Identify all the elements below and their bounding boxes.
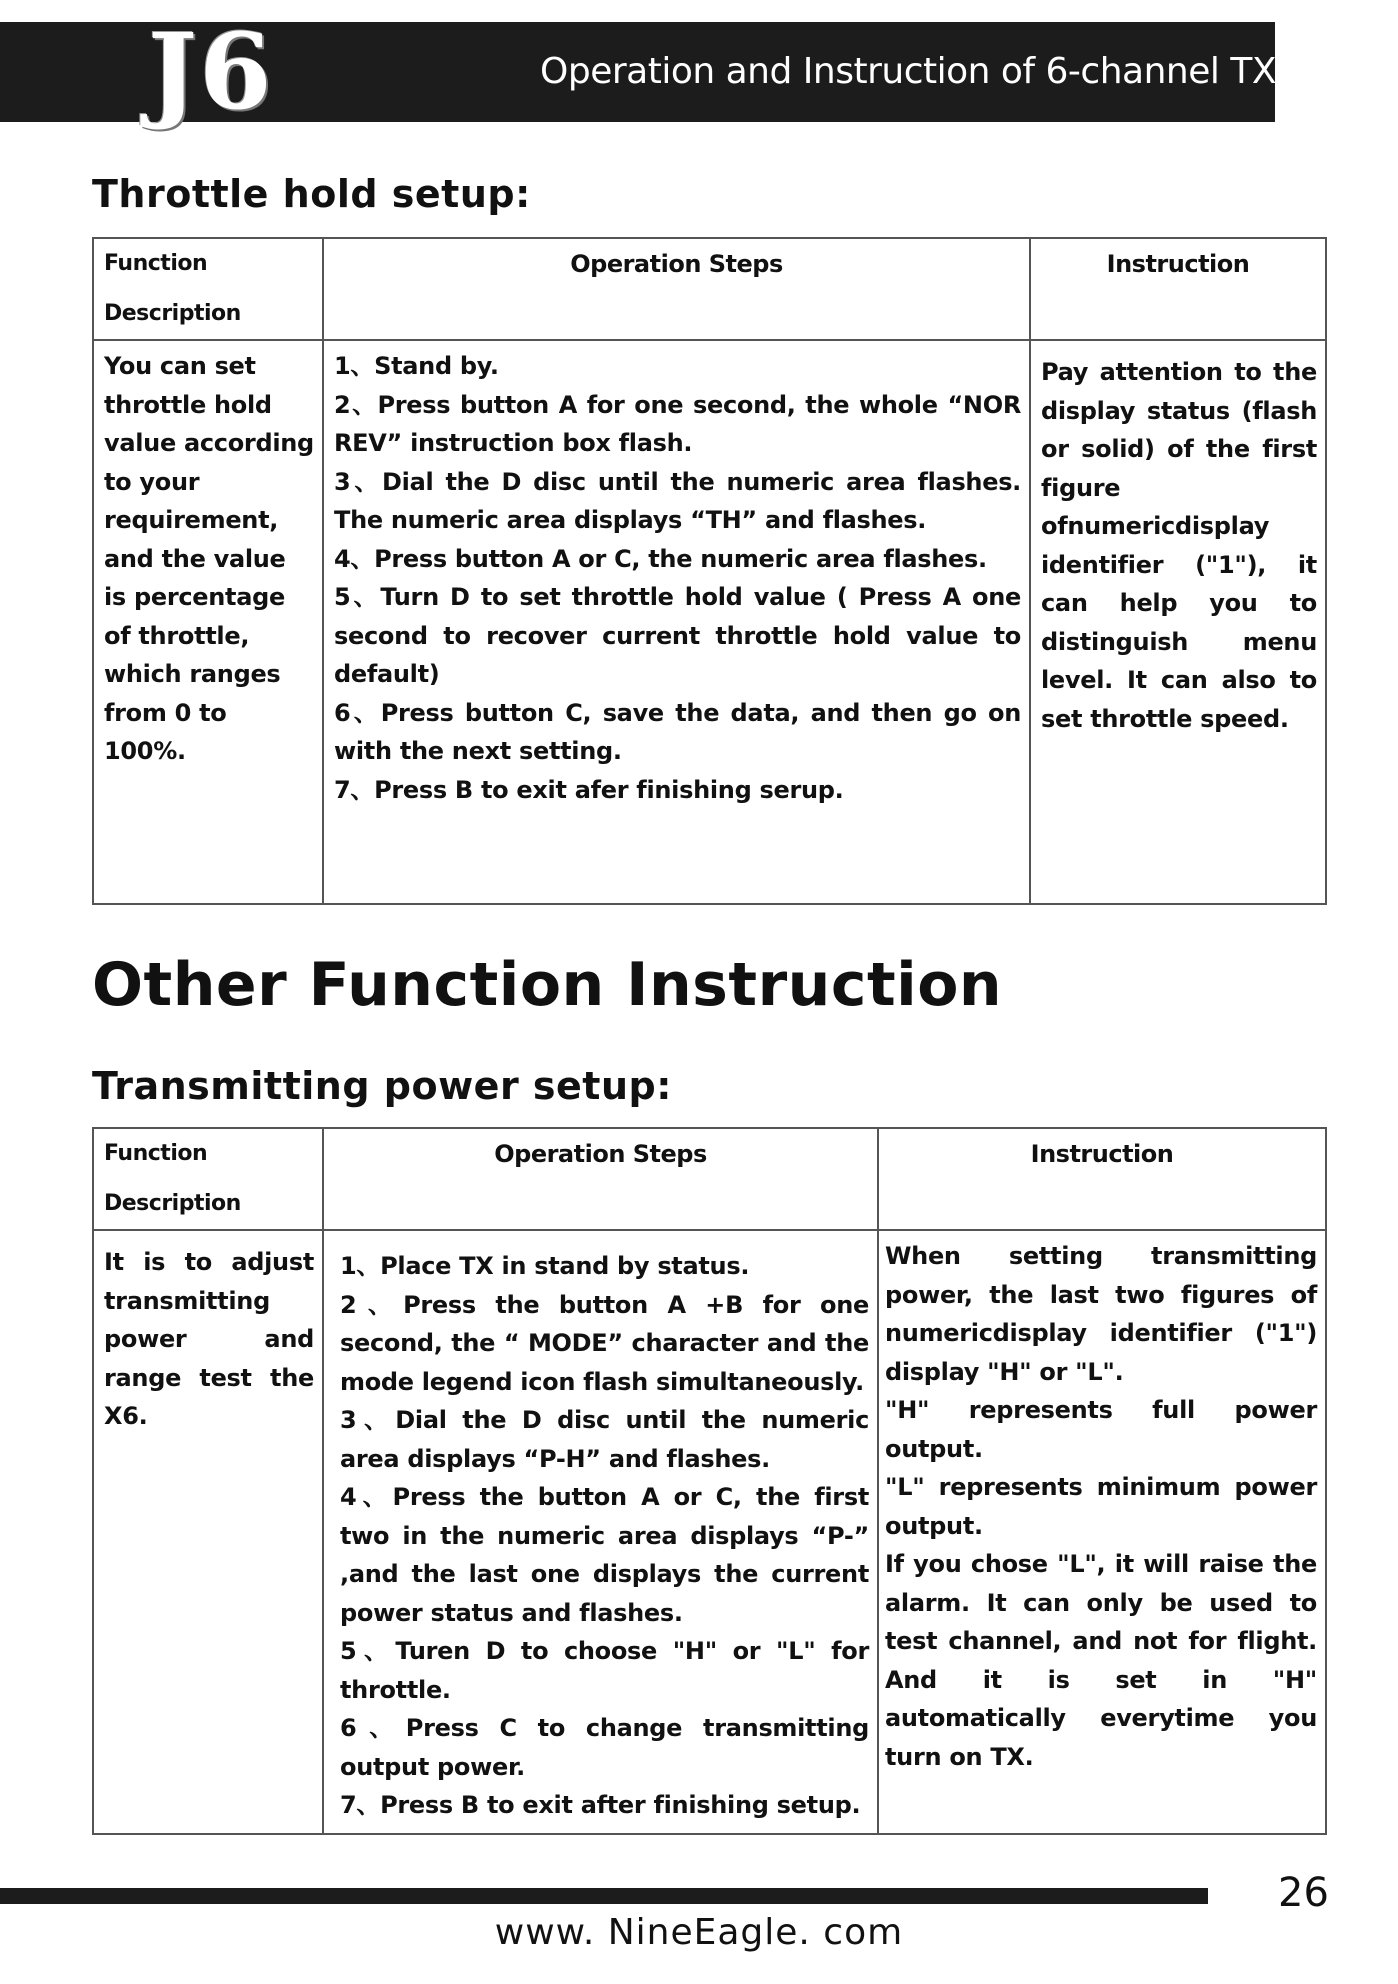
column-header-operation-steps: Operation Steps: [323, 238, 1030, 340]
instruction-line: "H" represents full power output.: [885, 1396, 1317, 1463]
brand-logo: J6: [148, 10, 274, 133]
column-header-function-description: Function Description: [93, 1128, 323, 1230]
step-item: 6、Press button C, save the data, and then go on with the next setting.: [334, 698, 1021, 765]
operation-steps-cell: [323, 340, 1030, 904]
instruction-cell: [878, 1230, 1326, 1834]
column-header-function-description: Function Description: [93, 238, 323, 340]
instruction-text: Pay attention to the display status (flash or solid) of the first figure ofnumericdisplay identifier ("1"), it can help you to distinguish menu level. It can also to set throttle speed.: [1041, 358, 1317, 733]
transmitting-power-table: [92, 1127, 1327, 1835]
step-item: 2、Press the button A +B for one second, the “ MODE” character and the mode legend icon flash simultaneously.: [340, 1290, 869, 1396]
step-item: 7、Press B to exit after finishing setup.: [340, 1791, 861, 1819]
step-item: 3、Dial the D disc until the numeric area displays “P-H” and flashes.: [340, 1406, 869, 1473]
table-header-row: [93, 1128, 1326, 1230]
function-description-text: You can set throttle hold value according to your requirement, and the value is percentage of throttle, which ranges from 0 to 100%.: [104, 352, 314, 765]
page-number: 26: [1278, 1870, 1329, 1916]
step-item: 2、Press button A for one second, the whole “NOR REV” instruction box flash.: [334, 390, 1021, 457]
column-header-operation-steps: Operation Steps: [323, 1128, 878, 1230]
function-description-text: It is to adjust transmitting power and range test the X6.: [104, 1248, 314, 1430]
column-header-instruction: Instruction: [878, 1128, 1326, 1230]
footer-url: www. NineEagle. com: [494, 1912, 904, 1953]
header-title: Operation and Instruction of 6-channel TX: [540, 51, 1276, 92]
column-header-instruction: Instruction: [1030, 238, 1326, 340]
step-item: 5、Turen D to choose "H" or "L" for throttle.: [340, 1637, 869, 1704]
transmitting-power-title: Transmitting power setup:: [92, 1064, 672, 1108]
function-description-cell: [93, 340, 323, 904]
step-item: 4、Press button A or C, the numeric area flashes.: [334, 544, 987, 573]
instruction-line: If you chose "L", it will raise the alarm. It can only be used to test channel, and not for flight. And it is set in "H" automatically everytime you turn on TX.: [885, 1550, 1317, 1771]
table-row: [93, 340, 1326, 904]
function-description-cell: [93, 1230, 323, 1834]
step-item: 1、Place TX in stand by status.: [340, 1252, 750, 1280]
table-row: [93, 1230, 1326, 1834]
instruction-line: When setting transmitting power, the last two figures of numericdisplay identifier ("1") display "H" or "L".: [885, 1242, 1317, 1386]
throttle-hold-table: [92, 237, 1327, 905]
instruction-cell: [1030, 340, 1326, 904]
step-item: 7、Press B to exit afer finishing serup.: [334, 775, 844, 804]
step-item: 3、Dial the D disc until the numeric area flashes. The numeric area displays “TH” and flashes.: [334, 467, 1021, 534]
step-item: 5、Turn D to set throttle hold value ( Press A one second to recover current throttle hold value to default): [334, 583, 1021, 688]
operation-steps-cell: [323, 1230, 878, 1834]
step-item: 4、Press the button A or C, the first two in the numeric area displays “P-” ,and the last one displays the current power status and flashes.: [340, 1483, 869, 1627]
other-function-title: Other Function Instruction: [92, 950, 1003, 1020]
step-item: 6、Press C to change transmitting output power.: [340, 1714, 869, 1781]
instruction-line: "L" represents minimum power output.: [885, 1473, 1317, 1540]
footer-bar: [0, 1888, 1208, 1904]
step-item: 1、Stand by.: [334, 352, 499, 380]
throttle-hold-title: Throttle hold setup:: [92, 172, 531, 216]
table-header-row: [93, 238, 1326, 340]
